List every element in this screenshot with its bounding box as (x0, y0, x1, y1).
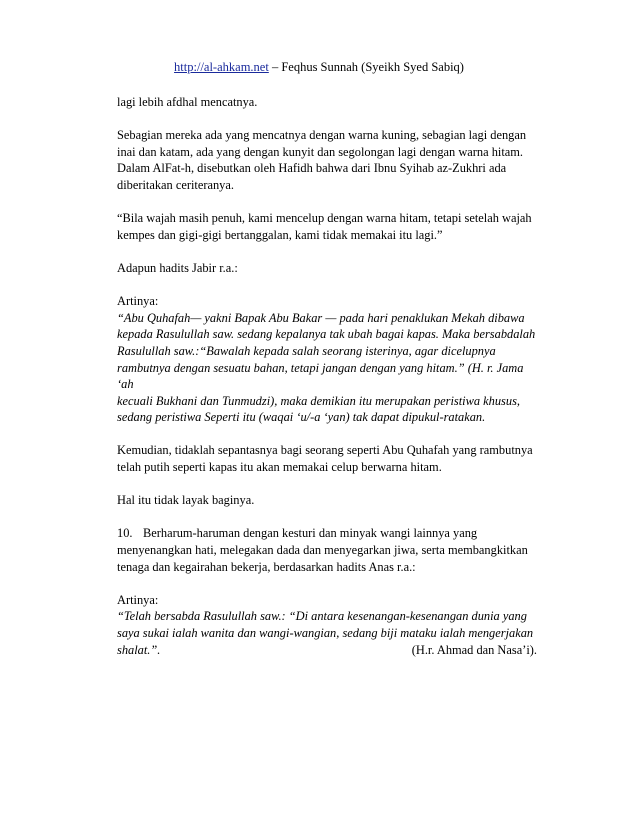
paragraph-4 (117, 260, 537, 277)
text-line: Sebagian mereka ada yang mencatnya dengan warna kuning, sebagian lagi dengan (117, 128, 527, 143)
paragraph-8-numbered (117, 525, 537, 575)
paragraph-7 (117, 492, 537, 509)
list-number: 10. (117, 526, 133, 541)
text-line: diberitakan ceriteranya. (117, 177, 234, 192)
header-title: Feqhus Sunnah (Syeikh Syed Sabiq) (281, 60, 464, 74)
text-line: “Abu Quhafah— yakni Bapak Abu Bakar — pada hari penaklukan Mekah dibawa (117, 310, 525, 325)
text-line: “Telah bersabda Rasulullah saw.: “Di antara kesenangan-kesenangan dunia yang (117, 609, 527, 624)
text-line: Kemudian, tidaklah sepantasnya bagi seorang seperti Abu Quhafah yang rambutnya (117, 443, 533, 458)
header-separator: – (268, 60, 282, 74)
text-line: shalat.”. (117, 642, 161, 657)
paragraph-5-translation (117, 293, 537, 426)
text-line: Berharum-haruman dengan kesturi dan minyak wangi lainnya yang (143, 526, 478, 541)
text-line: sedang peristiwa Seperti itu (waqai ‘u/-a ‘yan) tak dapat dipukul-ratakan. (117, 410, 486, 425)
text-line: inai dan katam, ada yang dengan kunyit dan segolongan lagi dengan warna hitam. (117, 144, 524, 159)
text-line: Dalam AlFat-h, disebutkan oleh Hafidh bahwa dari Ibnu Syihab az-Zukhri ada (117, 161, 507, 176)
translation-label: Artinya: (117, 294, 159, 309)
text-line: telah putih seperti kapas itu akan memakai celup berwarna hitam. (117, 460, 442, 475)
text-line: kempes dan gigi-gigi bertanggalan, kami tidak memakai itu lagi.” (117, 227, 443, 242)
translation-label: Artinya: (117, 592, 159, 607)
paragraph-3-quote (117, 210, 537, 243)
header-link[interactable]: http://al-ahkam.net (174, 60, 269, 74)
text-line: lagi lebih afdhal mencatnya. (117, 95, 258, 109)
paragraph-9-translation (117, 592, 537, 658)
text-line: tenaga dan kegairahan bekerja, berdasarkan hadits Anas r.a.: (117, 559, 416, 574)
text-line: menyenangkan hati, melegakan dada dan menyegarkan jiwa, serta membangkitkan (117, 543, 528, 558)
text-line: rambutnya dengan sesuatu bahan, tetapi jangan dengan yang hitam.” (H. r. Jama ‘ah (117, 360, 524, 392)
text-line: kecuali Bukhani dan Tunmudzi), maka demikian itu merupakan peristiwa khusus, (117, 393, 520, 408)
text-line: Rasulullah saw.:“Bawalah kepada salah seorang isterinya, agar dicelupnya (117, 343, 496, 358)
paragraph-1 (117, 94, 537, 111)
text-line: Adapun hadits Jabir r.a.: (117, 260, 238, 275)
text-line: saya sukai ialah wanita dan wangi-wangian, sedang biji mataku ialah mengerjakan (117, 626, 534, 640)
hadith-source: (H.r. Ahmad dan Nasa’i). (411, 642, 537, 657)
paragraph-2 (117, 127, 537, 193)
final-line (117, 642, 537, 659)
text-line: “Bila wajah masih penuh, kami mencelup dengan warna hitam, tetapi setelah wajah (117, 211, 532, 226)
paragraph-6 (117, 442, 537, 475)
document-body (117, 94, 537, 675)
text-line: kepada Rasulullah saw. sedang kepalanya tak ubah bagai kapas. Maka bersabdalah (117, 327, 536, 342)
page-header (0, 59, 638, 75)
text-line: Hal itu tidak layak baginya. (117, 493, 255, 508)
